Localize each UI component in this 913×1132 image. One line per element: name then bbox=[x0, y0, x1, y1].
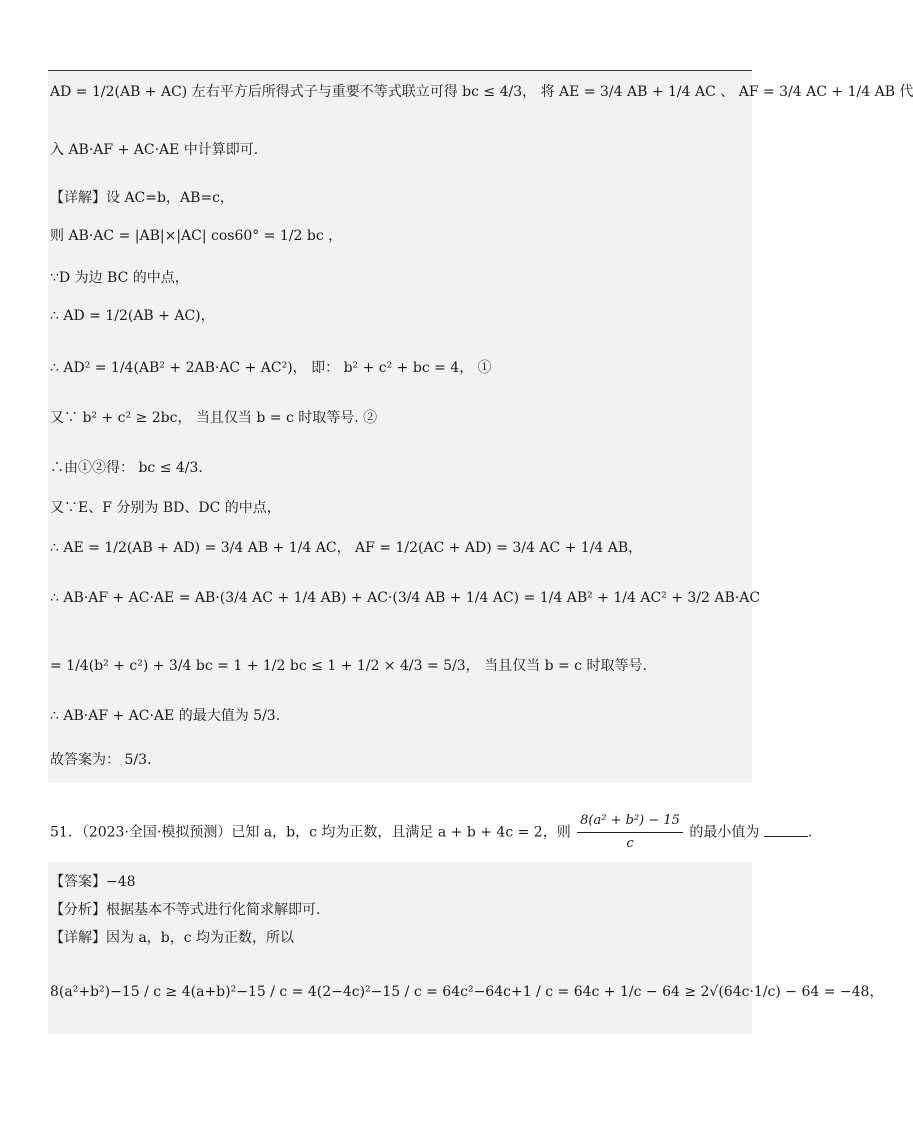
solution-line: 【详解】设 AC=b，AB=c， bbox=[50, 190, 234, 206]
question-fraction bbox=[577, 810, 683, 855]
answer-line: 【详解】因为 a，b，c 均为正数，所以 bbox=[50, 930, 295, 946]
solution-line: ∵D 为边 BC 的中点， bbox=[50, 270, 189, 286]
question-fraction-denominator: c bbox=[626, 836, 634, 851]
question-prefix: 51．（2023·全国·模拟预测）已知 a，b，c 均为正数，且满足 a + b + 4c = 2，则 bbox=[50, 824, 571, 841]
solution-line: ∴ AB·AF + AC·AE = AB·(3/4 AC + 1/4 AB) + AC·(3/4 AB + 1/4 AC) = 1/4 AB² + 1/4 AC² + 3/2 AB·AC bbox=[50, 590, 761, 606]
answer-line: 【分析】根据基本不等式进行化简求解即可. bbox=[50, 902, 321, 918]
solution-line: ∴ AE = 1/2(AB + AD) = 3/4 AB + 1/4 AC， AF = 1/2(AC + AD) = 3/4 AC + 1/4 AB， bbox=[50, 540, 643, 556]
solution-line: 入 AB·AF + AC·AE 中计算即可. bbox=[50, 142, 259, 158]
solution-line: ∴由①②得： bc ≤ 4/3. bbox=[50, 460, 203, 476]
solution-line: 又∵ b² + c² ≥ 2bc， 当且仅当 b = c 时取等号. ② bbox=[50, 410, 378, 426]
answer-line: 8(a²+b²)−15 / c ≥ 4(a+b)²−15 / c = 4(2−4c)²−15 / c = 64c²−64c+1 / c = 64c + 1/c − 64 ≥ 2√(64c·1/c) − 64 = −48， bbox=[50, 984, 884, 1000]
answer-line: 【答案】−48 bbox=[50, 874, 136, 890]
solution-line: ∴ AB·AF + AC·AE 的最大值为 5/3. bbox=[50, 708, 281, 724]
solution-line: 故答案为： 5/3. bbox=[50, 752, 152, 768]
solution-line: ∴ AD = 1/2(AB + AC)， bbox=[50, 308, 215, 324]
solution-line: ∴ AD² = 1/4(AB² + 2AB·AC + AC²)， 即： b² + c² + bc = 4， ① bbox=[50, 360, 492, 376]
solution-line: AD = 1/2(AB + AC) 左右平方后所得式子与重要不等式联立可得 bc ≤ 4/3， 将 AE = 3/4 AB + 1/4 AC 、 AF = 3/4 AC + 1/4 AB 代 bbox=[50, 84, 913, 100]
solution-line: 又∵E、F 分别为 BD、DC 的中点， bbox=[50, 500, 281, 516]
answer-blank bbox=[764, 822, 808, 837]
answer-panel bbox=[48, 862, 752, 1034]
solution-line: = 1/4(b² + c²) + 3/4 bc = 1 + 1/2 bc ≤ 1 + 1/2 × 4/3 = 5/3， 当且仅当 b = c 时取等号. bbox=[50, 658, 647, 674]
question-51: 51．（2023·全国·模拟预测）已知 a，b，c 均为正数，且满足 a + b + 4c = 2，则 $\frac{\text{8(a² + b²) − 15}}{c}$ 的最小值为 . bbox=[50, 810, 812, 855]
question-suffix: 的最小值为 bbox=[689, 824, 760, 841]
question-fraction-numerator: 8(a² + b²) − 15 bbox=[577, 810, 683, 833]
solution-line: 则 AB·AC = |AB|×|AC| cos60° = 1/2 bc ， bbox=[50, 228, 343, 244]
